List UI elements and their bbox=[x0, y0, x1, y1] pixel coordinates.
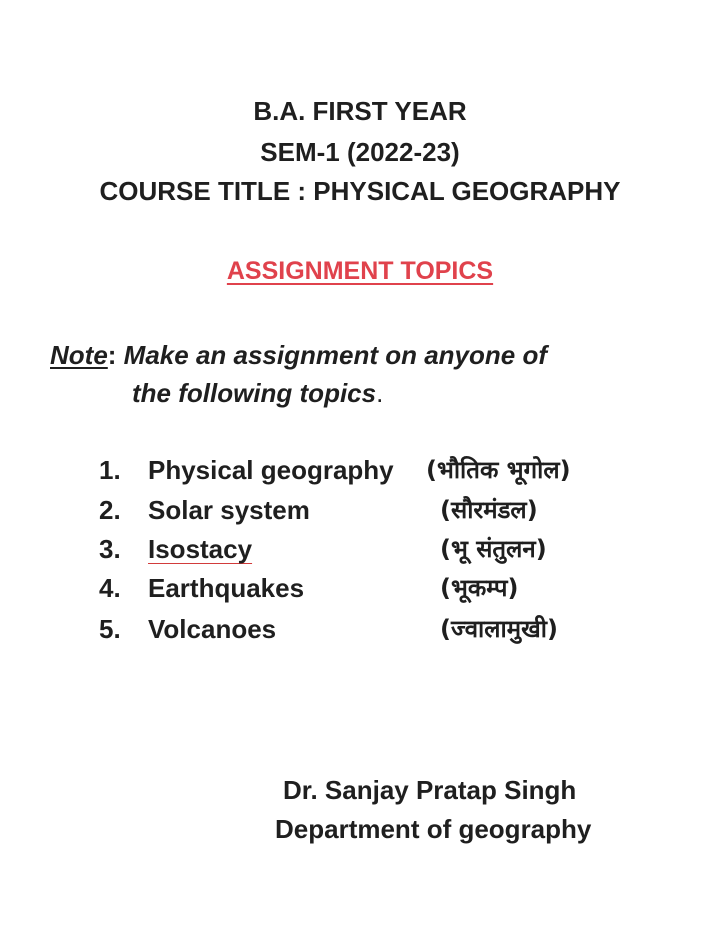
note-text-1: Make an assignment on anyone of bbox=[116, 340, 547, 370]
header-course-title: COURSE TITLE : PHYSICAL GEOGRAPHY bbox=[99, 176, 621, 206]
topic-hindi: (भौतिक भूगोल) bbox=[426, 456, 571, 484]
topic-number: 1. bbox=[99, 455, 121, 485]
list-item bbox=[0, 490, 720, 530]
note-line-1 bbox=[50, 336, 547, 374]
assignment-title bbox=[0, 256, 720, 286]
signature-department: Department of geography bbox=[275, 814, 592, 844]
note-colon: : bbox=[107, 340, 117, 370]
note-text-2: the following topics bbox=[132, 378, 377, 408]
list-item bbox=[0, 450, 720, 490]
topic-english: Volcanoes bbox=[148, 614, 277, 644]
topic-number: 4. bbox=[99, 573, 121, 603]
topic-hindi: (सौरमंडल) bbox=[440, 496, 538, 524]
note-line-2 bbox=[132, 374, 383, 412]
topic-english: Physical geography bbox=[148, 455, 394, 485]
signature-name: Dr. Sanjay Pratap Singh bbox=[283, 775, 577, 805]
topic-hindi: (भू संतुलन) bbox=[440, 535, 547, 563]
topic-number: 2. bbox=[99, 495, 121, 525]
topic-hindi: (भूकम्प) bbox=[440, 574, 519, 602]
header-semester: SEM-1 (2022-23) bbox=[260, 137, 460, 167]
note-period: . bbox=[376, 378, 384, 408]
list-item bbox=[0, 609, 720, 649]
list-item bbox=[0, 568, 720, 608]
topic-english: Solar system bbox=[148, 495, 310, 525]
list-item bbox=[0, 529, 720, 569]
note-label: Note bbox=[50, 340, 108, 370]
topic-number: 5. bbox=[99, 614, 121, 644]
topic-english: Earthquakes bbox=[148, 573, 305, 603]
topic-hindi: (ज्वालामुखी) bbox=[440, 615, 558, 643]
topic-english: Isostacy bbox=[148, 534, 253, 564]
header-year: B.A. FIRST YEAR bbox=[253, 96, 467, 126]
topic-number: 3. bbox=[99, 534, 121, 564]
assignment-title-text: ASSIGNMENT TOPICS bbox=[226, 257, 494, 285]
